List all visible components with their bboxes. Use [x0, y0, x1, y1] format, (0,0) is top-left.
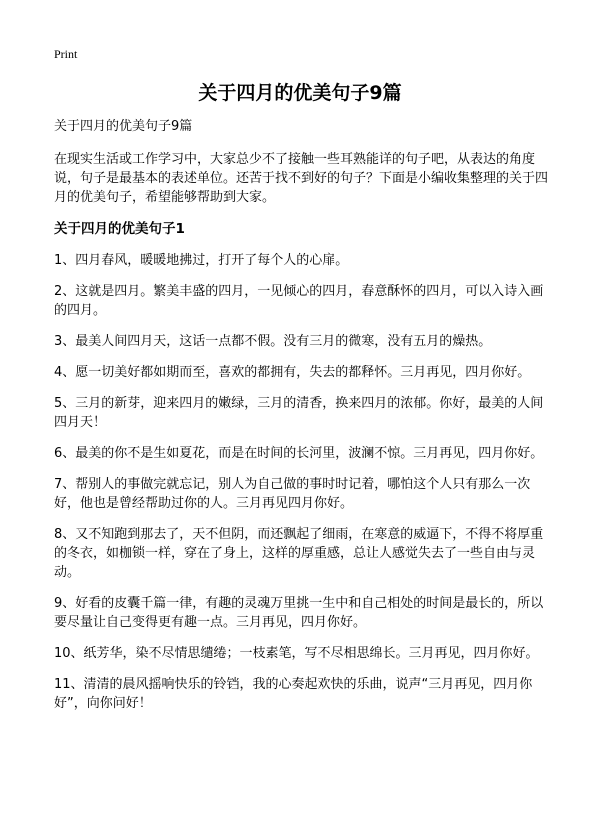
list-item: 5、三月的新芽，迎来四月的嫩绿，三月的清香，换来四月的浓郁。你好，最美的人间四月天！ [54, 396, 544, 430]
section-heading: 关于四月的优美句子1 [54, 221, 185, 237]
list-item: 11、清清的晨风摇响快乐的铃铛，我的心奏起欢快的乐曲，说声“三月再见，四月你好”，向你问好！ [54, 677, 533, 711]
list-item: 6、最美的你不是生如夏花，而是在时间的长河里，波澜不惊。三月再见，四月你好。 [54, 446, 544, 461]
document-title: 关于四月的优美句子9篇 [198, 82, 402, 104]
list-item: 2、这就是四月。繁美丰盛的四月，一见倾心的四月，春意酥怀的四月，可以入诗入画的四月。 [54, 284, 544, 318]
list-item: 3、最美人间四月天，这话一点都不假。没有三月的微寒，没有五月的燥热。 [54, 334, 492, 349]
list-item: 4、愿一切美好都如期而至，喜欢的都拥有，失去的都释怀。三月再见，四月你好。 [54, 365, 531, 380]
document-body [54, 118, 550, 725]
list-item: 10、纸芳华，染不尽情思缱绻；一枝素笔，写不尽相思绵长。三月再见，四月你好。 [54, 646, 539, 661]
list-item: 1、四月春风，暖暖地拂过，打开了每个人的心扉。 [54, 253, 349, 268]
list-item: 7、帮别人的事做完就忘记，别人为自己做的事时时记着，哪怕这个人只有那么一次好，他也是曾经帮助过你的人。三月再见四月你好。 [54, 477, 531, 511]
list-item: 9、好看的皮囊千篇一律，有趣的灵魂万里挑一生中和自己相处的时间是最长的，所以要尽量让自己变得更有趣一点。三月再见，四月你好。 [54, 596, 544, 630]
document-subtitle: 关于四月的优美句子9篇 [54, 119, 193, 134]
print-label: Print [54, 47, 78, 61]
list-item: 8、又不知跑到那去了，天不但阴，而还飘起了细雨，在寒意的威逼下，不得不将厚重的冬衣，如枷锁一样，穿在了身上，这样的厚重感，总让人感觉失去了一些自由与灵动。 [54, 527, 544, 580]
intro-paragraph: 在现实生活或工作学习中，大家总少不了接触一些耳熟能详的句子吧，从表达的角度说，句子是最基本的表述单位。还苦于找不到好的句子？下面是小编收集整理的关于四月的优美句子，希望能够帮助到大家。 [54, 152, 549, 205]
